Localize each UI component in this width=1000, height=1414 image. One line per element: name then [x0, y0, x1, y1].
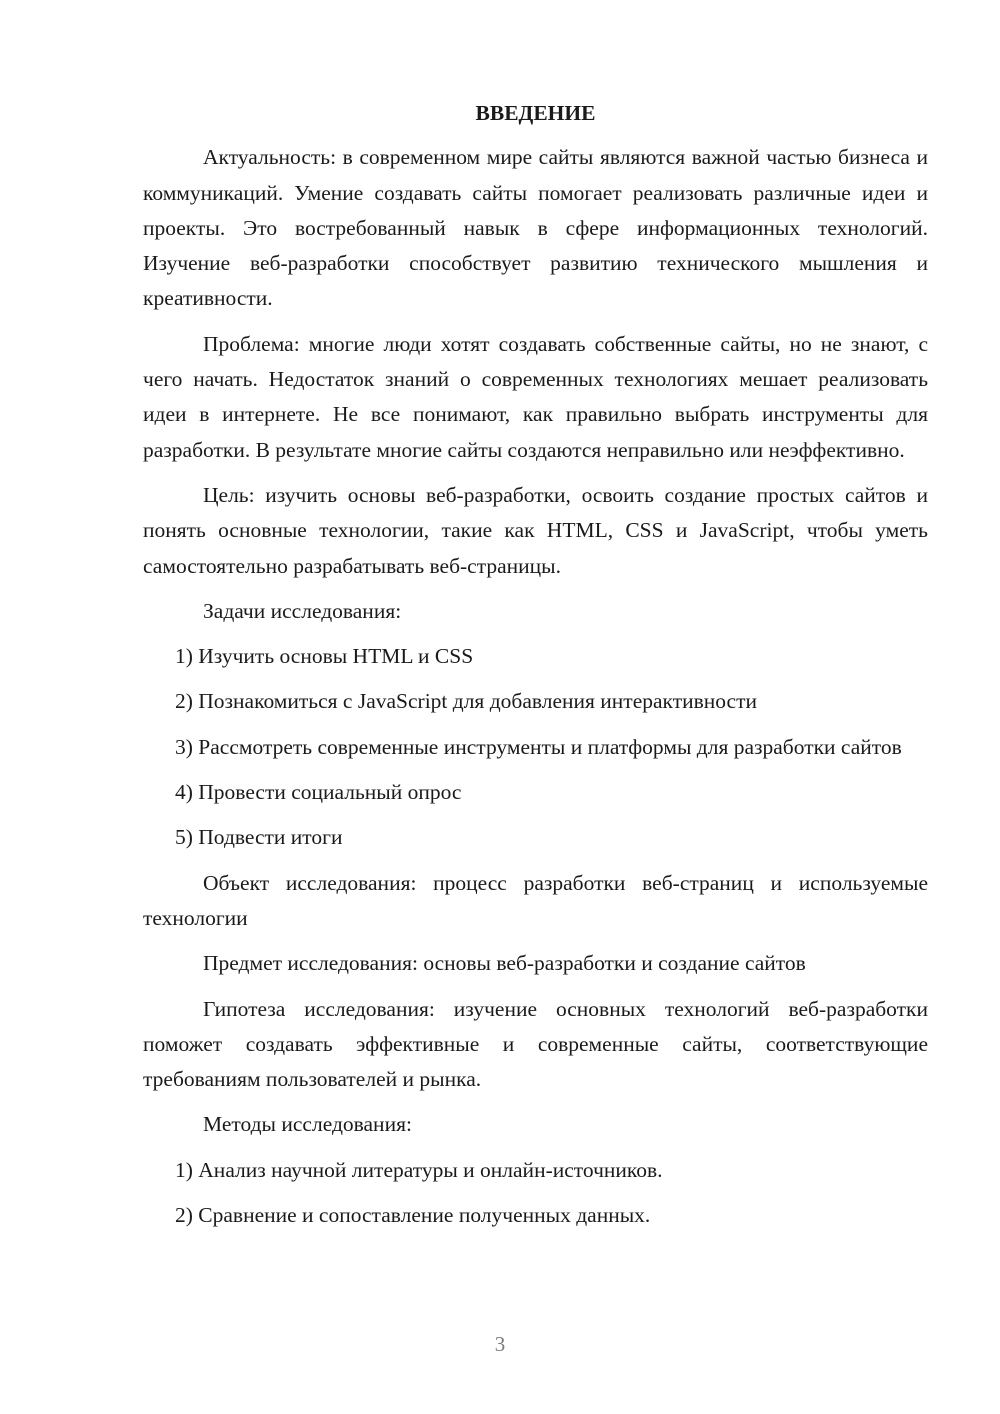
section-heading: ВВЕДЕНИЕ	[475, 101, 596, 125]
object-paragraph: Объект исследования: процесс разработки веб-страниц и используемые технологии	[143, 870, 928, 930]
relevance-paragraph: Актуальность: в современном мире сайты являются важной частью бизнеса и коммуникаций. Умение создавать сайты помогает реализовать различные идеи и проекты. Это востребованный навык в сфере информационных технологий. Изучение веб-разработки способствует развитию технического мышления и креативности.	[143, 145, 928, 311]
problem-paragraph: Проблема: многие люди хотят создавать собственные сайты, но не знают, с чего начать. Недостаток знаний о современных технологиях мешает реализовать идеи в интернете. Не все понимают, как правильно выбрать инструменты для разработки. В результате многие сайты создаются неправильно или неэффективно.	[143, 331, 928, 462]
hypothesis-paragraph: Гипотеза исследования: изучение основных технологий веб-разработки поможет создавать эффективные и современные сайты, соответствующие требованиям пользователей и рынка.	[143, 996, 928, 1092]
methods-title: Методы исследования:	[203, 1112, 412, 1137]
task-item: 3) Рассмотреть современные инструменты и платформы для разработки сайтов	[175, 734, 902, 759]
goal-paragraph: Цель: изучить основы веб-разработки, освоить создание простых сайтов и понять основные технологии, такие как HTML, CSS и JavaScript, чтобы уметь самостоятельно разрабатывать веб-страницы.	[143, 482, 928, 578]
subject-paragraph: Предмет исследования: основы веб-разработки и создание сайтов	[203, 951, 806, 976]
task-item: 4) Провести социальный опрос	[175, 780, 462, 805]
task-item: 2) Познакомиться с JavaScript для добавления интерактивности	[175, 689, 757, 714]
document-body	[143, 96, 928, 1243]
method-item: 2) Сравнение и сопоставление полученных данных.	[175, 1203, 651, 1228]
tasks-title: Задачи исследования:	[203, 598, 402, 623]
task-item: 5) Подвести итоги	[175, 825, 343, 850]
task-item: 1) Изучить основы HTML и CSS	[175, 644, 474, 669]
page-number: 3	[494, 1332, 506, 1356]
method-item: 1) Анализ научной литературы и онлайн-источников.	[175, 1157, 663, 1182]
